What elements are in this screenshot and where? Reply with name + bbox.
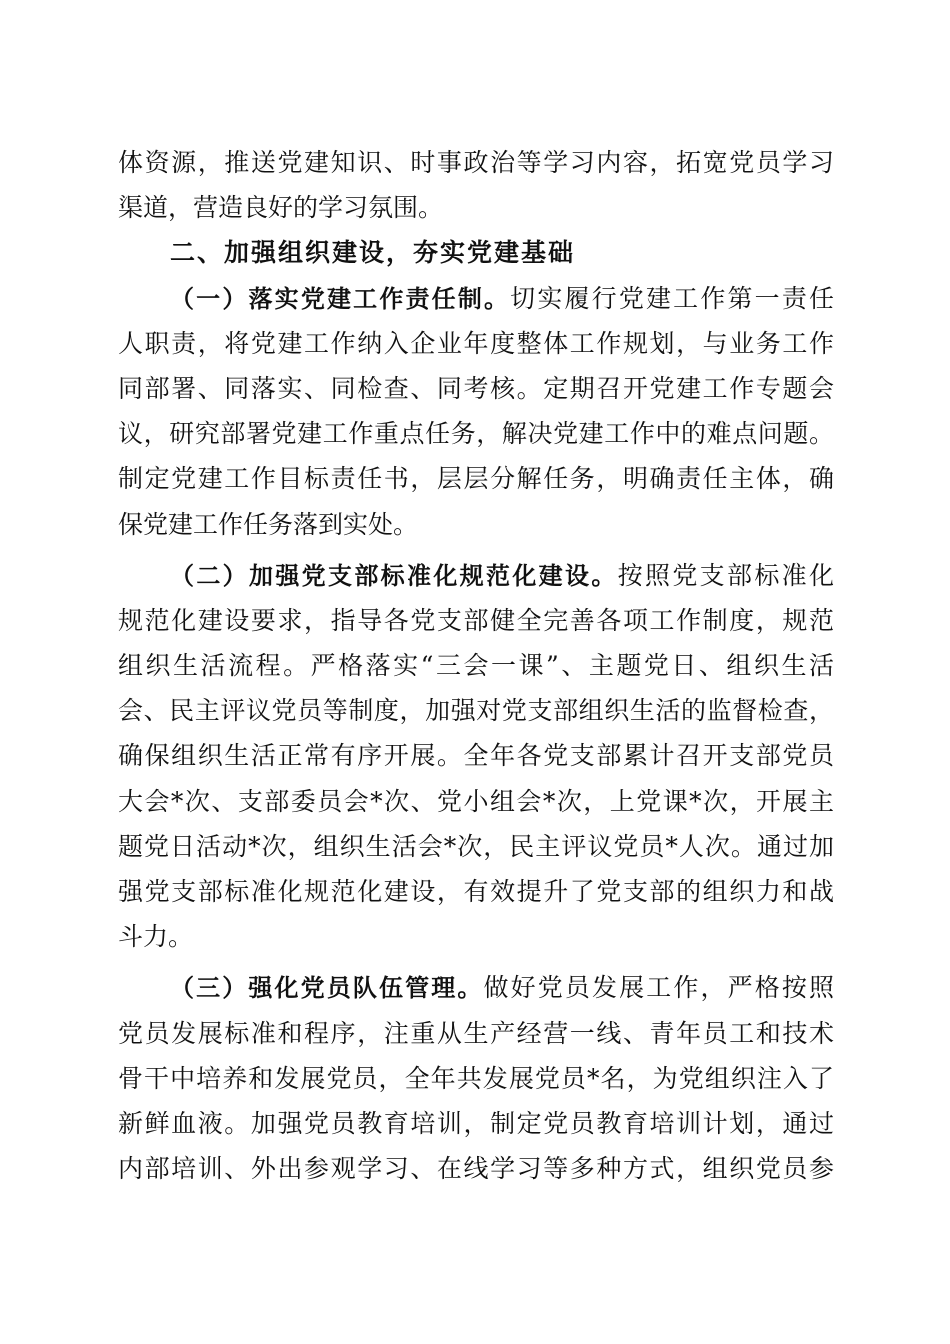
paragraph-lead: （三）强化党员队伍管理。 (170, 974, 484, 1003)
paragraph-lead: （一）落实党建工作责任制。 (170, 284, 511, 313)
text-line: 体资源，推送党建知识、时事政治等学习内容，拓宽党员学习 (118, 148, 834, 177)
text-line: 斗力。 (118, 922, 194, 952)
paragraph-first-line (118, 276, 834, 321)
paragraph-text: 切实履行党建工作第一责任 (510, 283, 834, 313)
text-line: 新鲜血液。加强党员教育培训，制定党员教育培训计划，通过 (118, 1108, 834, 1138)
paragraph-first-line (118, 965, 834, 1010)
text-line: 强党支部标准化规范化建设，有效提升了党支部的组织力和战 (118, 877, 834, 906)
text-line: 组织生活流程。严格落实“三会一课”、主题党日、组织生活 (118, 651, 834, 681)
text-line: 大会*次、支部委员会*次、党小组会*次，上党课*次，开展主 (118, 786, 834, 816)
text-line: 内部培训、外出参观学习、在线学习等多种方式，组织党员参 (118, 1154, 834, 1184)
text-line: 渠道，营造良好的学习氛围。 (118, 193, 444, 223)
text-line: 议，研究部署党建工作重点任务，解决党建工作中的难点问题。 (118, 419, 834, 449)
text-line: 题党日活动*次，组织生活会*次，民主评议党员*人次。通过加 (118, 831, 834, 861)
text-line: 规范化建设要求，指导各党支部健全完善各项工作制度，规范 (118, 605, 834, 635)
text-line: 人职责，将党建工作纳入企业年度整体工作规划，与业务工作 (118, 328, 834, 358)
text-line: 保党建工作任务落到实处。 (118, 509, 419, 539)
text-line: 制定党建工作目标责任书，层层分解任务，明确责任主体，确 (118, 464, 834, 494)
text-line: 党员发展标准和程序，注重从生产经营一线、青年员工和技术 (118, 1018, 834, 1048)
paragraph-first-line (118, 553, 834, 598)
paragraph-text: 按照党支部标准化 (617, 560, 834, 590)
text-line: 确保组织生活正常有序开展。全年各党支部累计召开支部党员 (118, 741, 834, 771)
text-line: 骨干中培养和发展党员，全年共发展党员*名，为党组织注入了 (118, 1063, 834, 1093)
paragraph-continuation (118, 140, 834, 230)
paragraph-1 (118, 276, 834, 547)
text-line: 会、民主评议党员等制度，加强对党支部组织生活的监督检查， (118, 696, 834, 726)
section-heading: 二、加强组织建设，夯实党建基础 (170, 238, 576, 268)
paragraph-lead: （二）加强党支部标准化规范化建设。 (170, 561, 618, 590)
paragraph-3 (118, 965, 834, 1191)
paragraph-text: 做好党员发展工作，严格按照 (483, 973, 834, 1003)
paragraph-2 (118, 553, 834, 960)
text-line: 同部署、同落实、同检查、同考核。定期召开党建工作专题会 (118, 373, 834, 403)
document-page (118, 140, 834, 1191)
